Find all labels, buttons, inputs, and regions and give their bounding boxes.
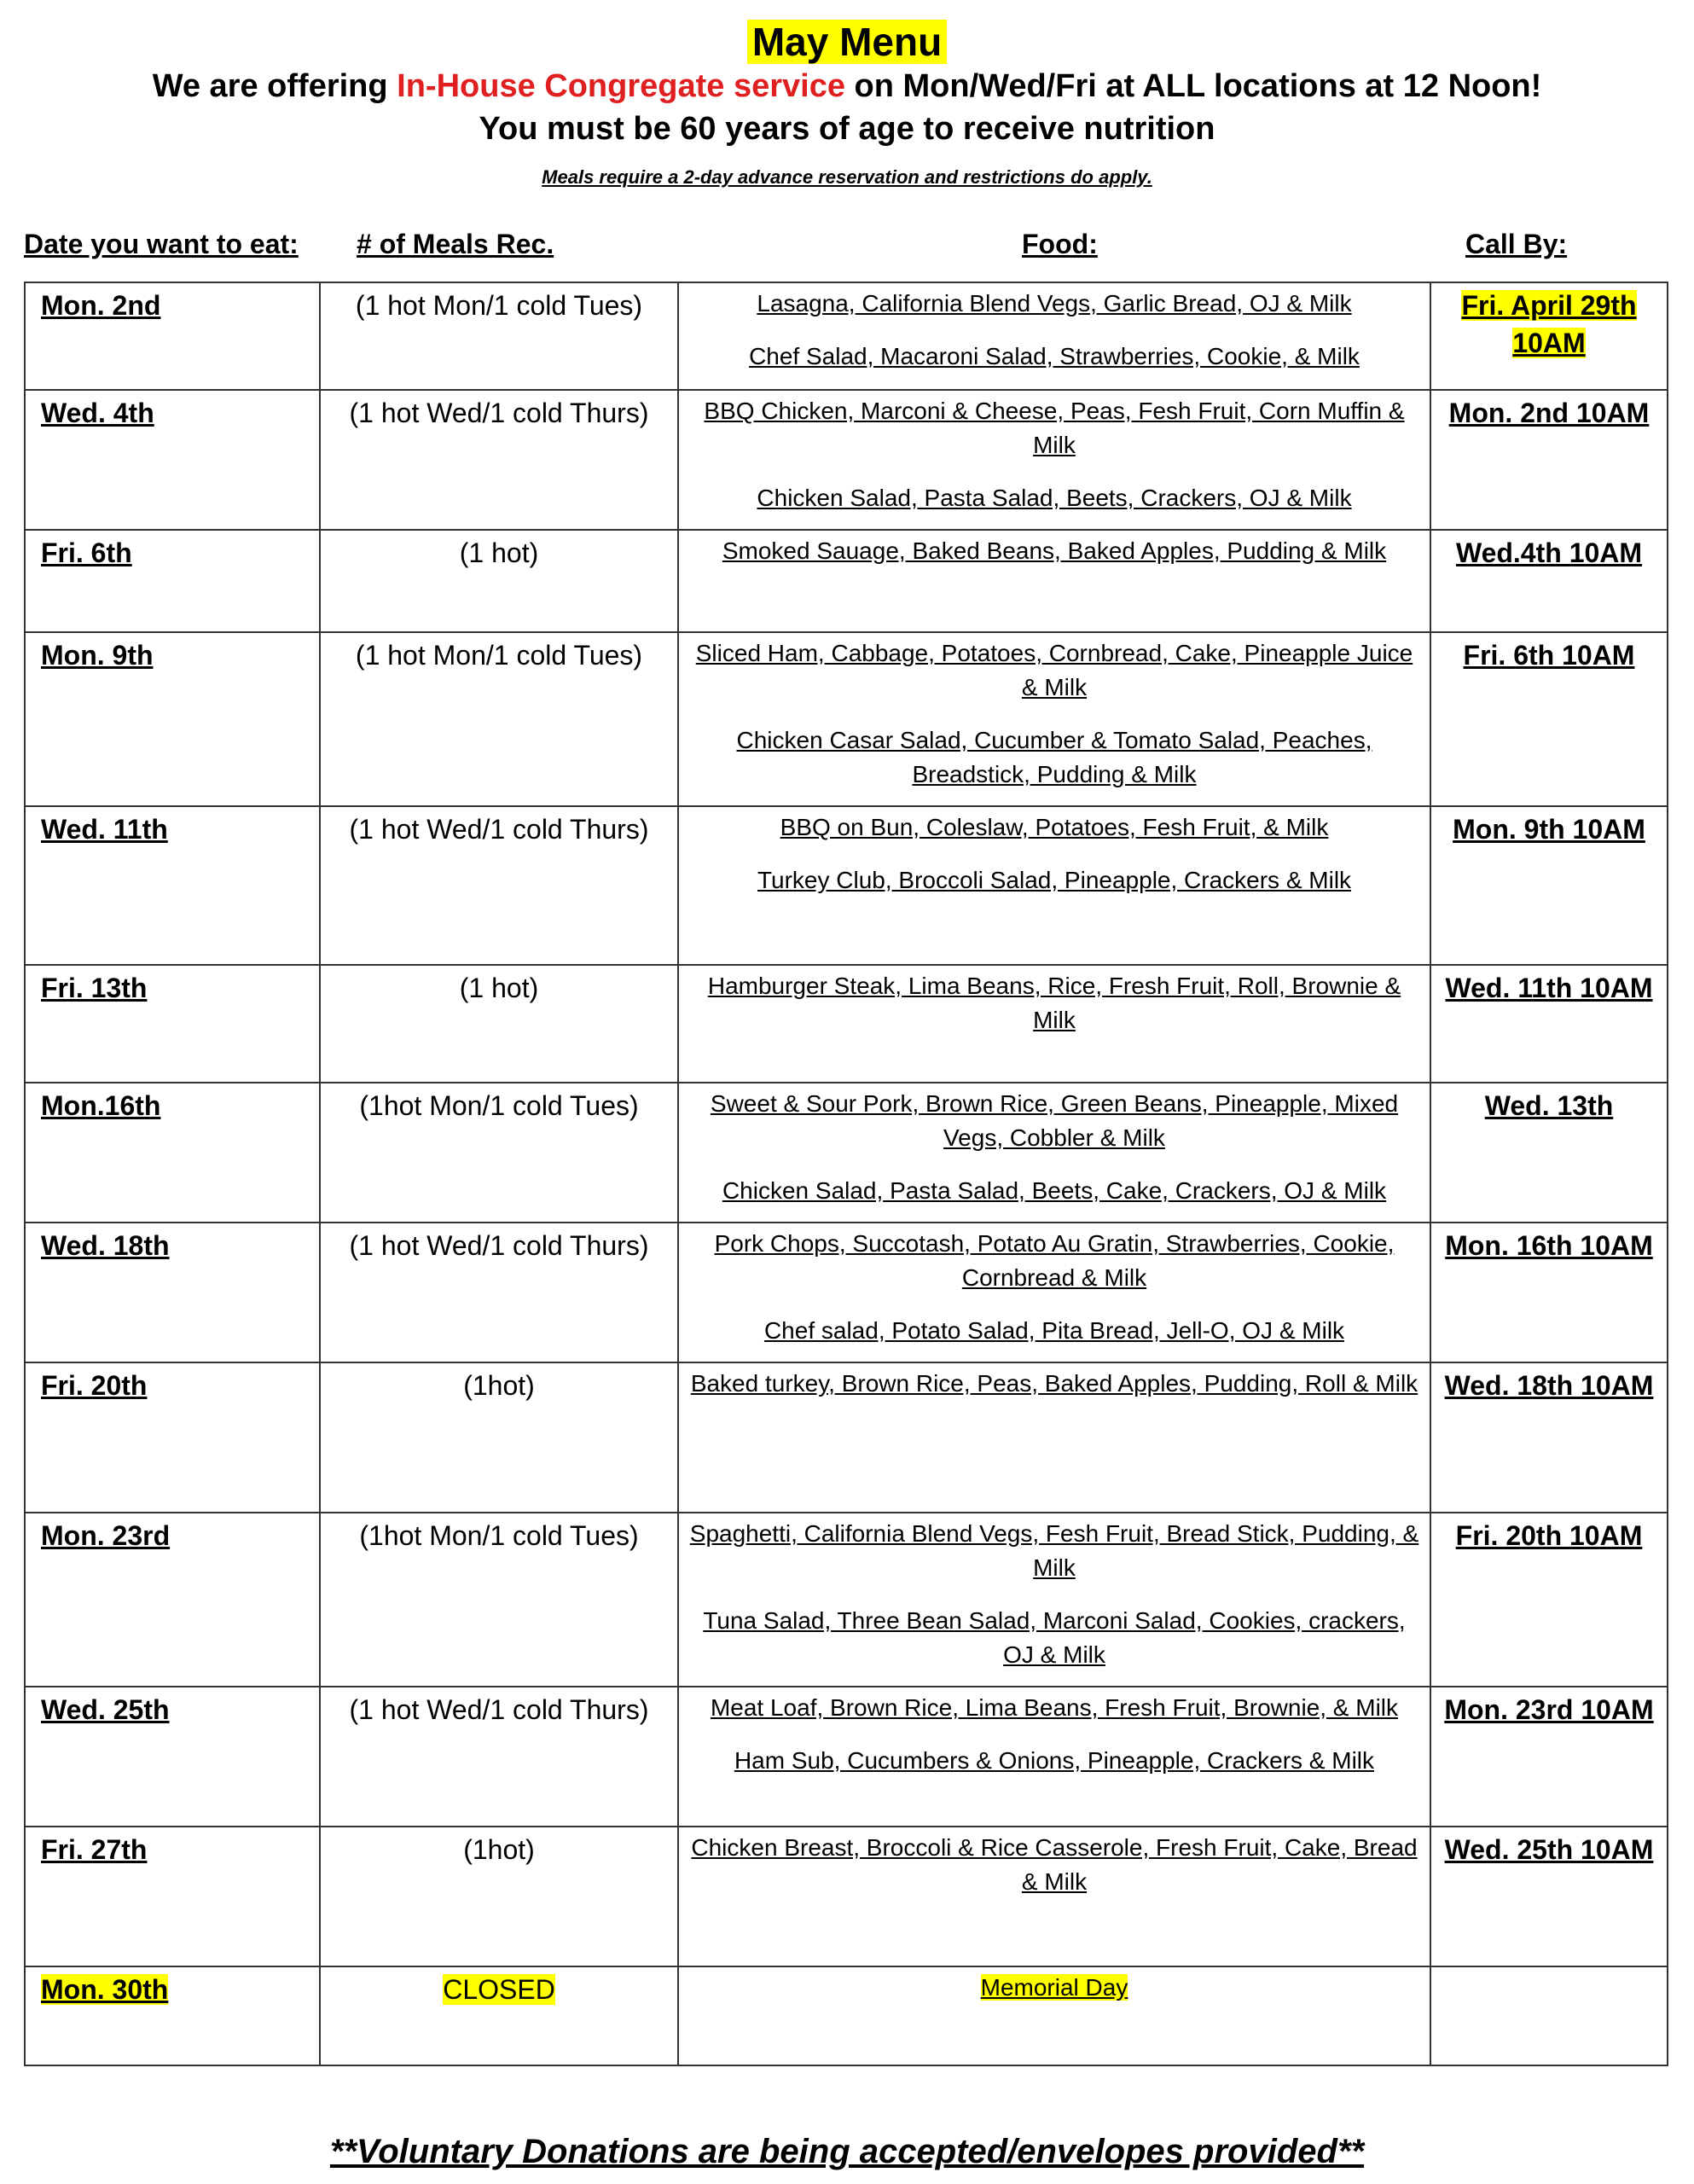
table-row (25, 390, 1668, 530)
food-item: Chicken Breast, Broccoli & Rice Casserole, Fresh Fruit, Cake, Bread & Milk (691, 1834, 1418, 1895)
food-cell (678, 806, 1430, 965)
meals-text: (1hot) (463, 1834, 535, 1865)
food-item: Turkey Club, Broccoli Salad, Pineapple, Crackers & Milk (757, 867, 1352, 893)
date-cell (25, 1827, 320, 1966)
meals-cell (320, 1687, 678, 1827)
table-row (25, 1223, 1668, 1362)
date-cell (25, 530, 320, 632)
call-by-cell (1430, 1362, 1668, 1513)
date-cell (25, 806, 320, 965)
table-row (25, 1827, 1668, 1966)
food-item: Lasagna, California Blend Vegs, Garlic Bread, OJ & Milk (757, 290, 1352, 317)
table-row (25, 965, 1668, 1083)
meals-text: CLOSED (443, 1974, 555, 2005)
call-by-cell (1430, 1223, 1668, 1362)
meals-cell (320, 1362, 678, 1513)
column-header-food: Food: (1022, 229, 1098, 259)
meals-text: (1 hot) (459, 537, 539, 568)
date-text: Wed. 25th (41, 1694, 170, 1725)
food-item: Baked turkey, Brown Rice, Peas, Baked Apples, Pudding, Roll & Milk (690, 1370, 1418, 1397)
food-cell (678, 1223, 1430, 1362)
date-text: Mon. 9th (41, 640, 154, 671)
date-cell (25, 632, 320, 806)
food-item: Pork Chops, Succotash, Potato Au Gratin, Strawberries, Cookie, Cornbread & Milk (714, 1230, 1395, 1291)
date-text: Mon.16th (41, 1090, 161, 1121)
food-item: Chicken Salad, Pasta Salad, Beets, Crackers, OJ & Milk (757, 485, 1352, 511)
food-item: Ham Sub, Cucumbers & Onions, Pineapple, Crackers & Milk (734, 1747, 1375, 1774)
food-item: Spaghetti, California Blend Vegs, Fesh Fruit, Bread Stick, Pudding, & Milk (689, 1520, 1419, 1581)
food-item: Sweet & Sour Pork, Brown Rice, Green Beans, Pineapple, Mixed Vegs, Cobbler & Milk (710, 1090, 1399, 1151)
column-header-date: Date you want to eat: (24, 229, 299, 259)
meals-cell (320, 632, 678, 806)
column-header-call-by: Call By: (1465, 229, 1568, 259)
meals-text: (1 hot Wed/1 cold Thurs) (349, 1694, 649, 1725)
reservation-note: Meals require a 2-day advance reservation and restrictions do apply. (542, 166, 1152, 188)
food-item: Memorial Day (980, 1974, 1128, 2001)
call-by-text: Mon. 2nd 10AM (1448, 398, 1650, 428)
call-by-text: Fri. April 29th 10AM (1461, 290, 1637, 358)
call-by-cell (1430, 282, 1668, 390)
date-text: Fri. 27th (41, 1834, 148, 1865)
table-row (25, 806, 1668, 965)
food-cell (678, 282, 1430, 390)
call-by-cell (1430, 530, 1668, 632)
food-cell (678, 1513, 1430, 1687)
congregate-service-highlight: In-House Congregate service (397, 68, 845, 104)
service-announcement: We are offering In-House Congregate service on Mon/Wed/Fri at ALL locations at 12 Noon! (152, 68, 1542, 104)
meals-text: (1 hot) (459, 973, 539, 1003)
food-cell (678, 1083, 1430, 1223)
meals-text: (1 hot Wed/1 cold Thurs) (349, 1230, 649, 1261)
food-item: Chef Salad, Macaroni Salad, Strawberries, Cookie, & Milk (749, 343, 1360, 369)
date-cell (25, 1687, 320, 1827)
food-item: Chef salad, Potato Salad, Pita Bread, Jell-O, OJ & Milk (763, 1317, 1345, 1344)
call-by-text: Wed. 11th 10AM (1445, 973, 1653, 1003)
date-cell (25, 1966, 320, 2065)
donations-footer: **Voluntary Donations are being accepted/envelopes provided** (329, 2133, 1365, 2170)
meals-cell (320, 530, 678, 632)
table-row (25, 1083, 1668, 1223)
date-text: Mon. 23rd (41, 1520, 171, 1551)
table-row (25, 1687, 1668, 1827)
date-text: Fri. 13th (41, 973, 148, 1003)
call-by-cell (1430, 1513, 1668, 1687)
food-cell (678, 1687, 1430, 1827)
call-by-text: Wed. 18th 10AM (1444, 1370, 1654, 1401)
call-by-text: Fri. 20th 10AM (1455, 1520, 1643, 1551)
call-by-cell (1430, 1827, 1668, 1966)
meals-cell (320, 1513, 678, 1687)
call-by-text: Mon. 16th 10AM (1445, 1230, 1653, 1261)
date-cell (25, 282, 320, 390)
food-cell (678, 1827, 1430, 1966)
date-cell (25, 1362, 320, 1513)
call-by-text: Mon. 9th 10AM (1453, 814, 1645, 845)
meals-text: (1 hot Mon/1 cold Tues) (355, 290, 643, 321)
food-item: Sliced Ham, Cabbage, Potatoes, Cornbread, Cake, Pineapple Juice & Milk (695, 640, 1413, 700)
food-cell (678, 1966, 1430, 2065)
table-row (25, 282, 1668, 390)
food-item: Meat Loaf, Brown Rice, Lima Beans, Fresh Fruit, Brownie, & Milk (710, 1694, 1399, 1721)
meals-text: (1 hot Wed/1 cold Thurs) (349, 814, 649, 845)
call-by-cell (1430, 390, 1668, 530)
age-requirement: You must be 60 years of age to receive nutrition (479, 111, 1215, 147)
table-row (25, 1513, 1668, 1687)
date-text: Wed. 4th (41, 398, 154, 428)
table-row (25, 632, 1668, 806)
meals-cell (320, 282, 678, 390)
call-by-text: Wed. 13th (1484, 1090, 1614, 1121)
date-cell (25, 390, 320, 530)
menu-table (24, 282, 1668, 2066)
date-cell (25, 1083, 320, 1223)
meals-text: (1hot Mon/1 cold Tues) (359, 1090, 639, 1121)
date-text: Wed. 18th (41, 1230, 170, 1261)
table-row (25, 530, 1668, 632)
call-by-text: Fri. 6th 10AM (1463, 640, 1635, 671)
date-text: Mon. 2nd (41, 290, 161, 321)
food-cell (678, 1362, 1430, 1513)
table-row (25, 1966, 1668, 2065)
date-cell (25, 1223, 320, 1362)
table-row (25, 1362, 1668, 1513)
call-by-cell (1430, 965, 1668, 1083)
date-text: Fri. 6th (41, 537, 132, 568)
food-item: Smoked Sauage, Baked Beans, Baked Apples, Pudding & Milk (722, 537, 1387, 564)
call-by-text: Wed. 25th 10AM (1444, 1834, 1654, 1865)
date-text: Fri. 20th (41, 1370, 148, 1401)
call-by-cell (1430, 806, 1668, 965)
date-cell (25, 965, 320, 1083)
call-by-text: Mon. 23rd 10AM (1444, 1694, 1654, 1725)
meals-text: (1 hot Mon/1 cold Tues) (355, 640, 643, 671)
meals-text: (1hot Mon/1 cold Tues) (359, 1520, 639, 1551)
call-by-cell (1430, 632, 1668, 806)
meals-cell (320, 965, 678, 1083)
meals-cell (320, 1827, 678, 1966)
food-item: Hamburger Steak, Lima Beans, Rice, Fresh Fruit, Roll, Brownie & Milk (707, 973, 1401, 1033)
meals-cell (320, 1966, 678, 2065)
call-by-cell (1430, 1083, 1668, 1223)
meals-cell (320, 806, 678, 965)
food-item: Chicken Casar Salad, Cucumber & Tomato Salad, Peaches, Breadstick, Pudding & Milk (736, 727, 1372, 787)
food-item: BBQ on Bun, Coleslaw, Potatoes, Fesh Fruit, & Milk (780, 814, 1329, 840)
call-by-text: Wed.4th 10AM (1455, 537, 1643, 568)
food-cell (678, 965, 1430, 1083)
call-by-cell (1430, 1966, 1668, 2065)
meals-text: (1hot) (463, 1370, 535, 1401)
food-cell (678, 390, 1430, 530)
column-header-meals: # of Meals Rec. (357, 229, 554, 259)
meals-cell (320, 390, 678, 530)
food-cell (678, 632, 1430, 806)
date-text: Mon. 30th (41, 1974, 169, 2005)
meals-cell (320, 1223, 678, 1362)
call-by-cell (1430, 1687, 1668, 1827)
meals-text: (1 hot Wed/1 cold Thurs) (349, 398, 649, 428)
meals-cell (320, 1083, 678, 1223)
page-title: May Menu (0, 15, 1694, 68)
food-item: Chicken Salad, Pasta Salad, Beets, Cake, Crackers, OJ & Milk (722, 1177, 1387, 1204)
food-item: Tuna Salad, Three Bean Salad, Marconi Salad, Cookies, crackers, OJ & Milk (703, 1607, 1406, 1668)
food-item: BBQ Chicken, Marconi & Cheese, Peas, Fesh Fruit, Corn Muffin & Milk (704, 398, 1405, 458)
date-cell (25, 1513, 320, 1687)
food-cell (678, 530, 1430, 632)
date-text: Wed. 11th (41, 814, 168, 845)
